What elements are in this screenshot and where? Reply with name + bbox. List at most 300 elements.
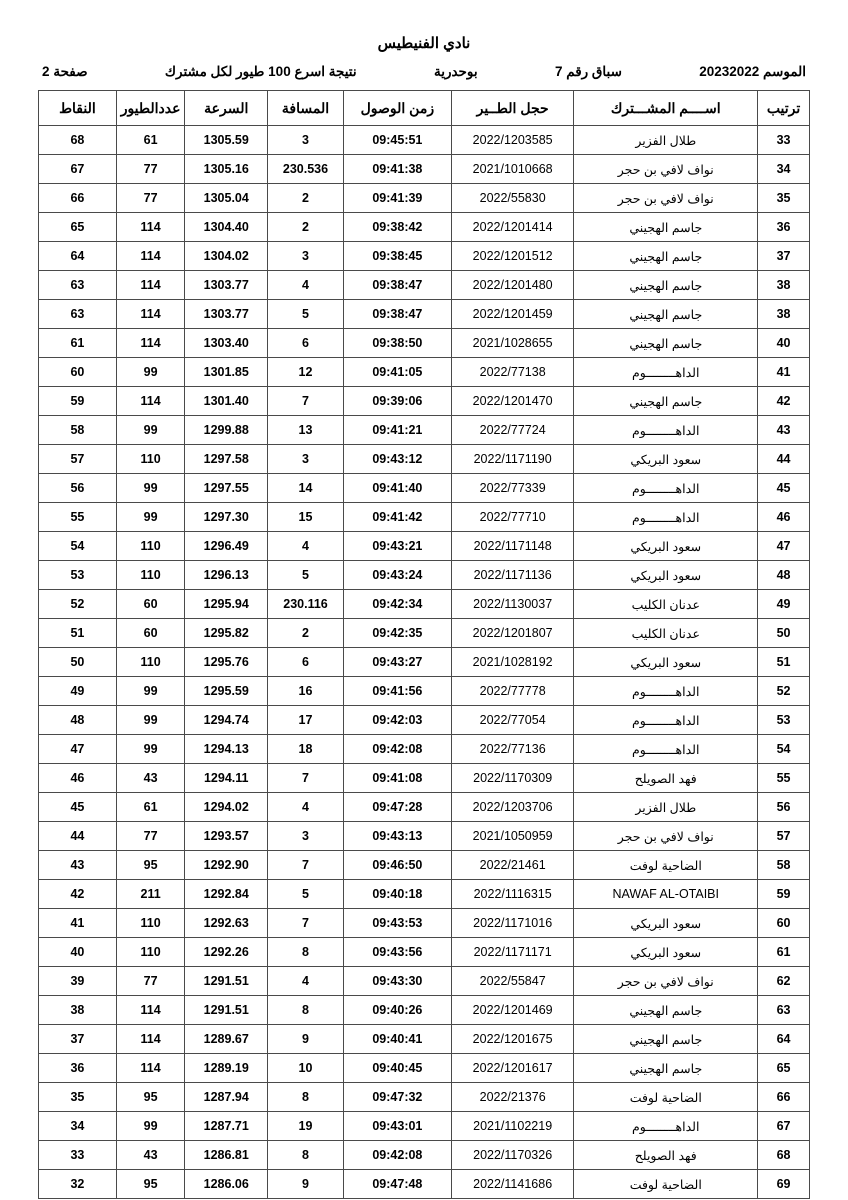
cell-speed: 1304.40 xyxy=(185,213,268,242)
cell-time: 09:38:47 xyxy=(343,271,451,300)
cell-speed: 1294.13 xyxy=(185,735,268,764)
cell-rank: 36 xyxy=(758,213,810,242)
cell-time: 09:43:56 xyxy=(343,938,451,967)
cell-speed: 1296.49 xyxy=(185,532,268,561)
cell-ring: 2022/1201807 xyxy=(451,619,573,648)
cell-ring: 2022/1201470 xyxy=(451,387,573,416)
cell-distance: 19 xyxy=(268,1112,344,1141)
cell-points: 36 xyxy=(39,1054,117,1083)
cell-speed: 1301.40 xyxy=(185,387,268,416)
cell-points: 40 xyxy=(39,938,117,967)
cell-ring: 2022/1171190 xyxy=(451,445,573,474)
cell-distance: 13 xyxy=(268,416,344,445)
cell-speed: 1297.30 xyxy=(185,503,268,532)
cell-speed: 1294.02 xyxy=(185,793,268,822)
season-value: 20232022 xyxy=(699,64,760,79)
cell-rank: 53 xyxy=(758,706,810,735)
cell-time: 09:42:08 xyxy=(343,1141,451,1170)
cell-distance: 8 xyxy=(268,1083,344,1112)
cell-time: 09:38:50 xyxy=(343,329,451,358)
column-header-birds: عددالطيور xyxy=(116,91,184,126)
cell-ring: 2022/1170326 xyxy=(451,1141,573,1170)
cell-time: 09:43:21 xyxy=(343,532,451,561)
cell-time: 09:47:32 xyxy=(343,1083,451,1112)
cell-ring: 2022/1201469 xyxy=(451,996,573,1025)
cell-rank: 37 xyxy=(758,242,810,271)
table-row xyxy=(39,1112,810,1141)
cell-owner: نواف لافي بن حجر xyxy=(574,184,758,213)
cell-points: 43 xyxy=(39,851,117,880)
cell-speed: 1297.55 xyxy=(185,474,268,503)
cell-owner: الداهــــــــوم xyxy=(574,677,758,706)
cell-birds: 99 xyxy=(116,474,184,503)
page-label: صفحة xyxy=(53,64,88,79)
race-label: سباق رقم xyxy=(566,64,622,79)
cell-birds: 77 xyxy=(116,967,184,996)
cell-time: 09:41:42 xyxy=(343,503,451,532)
cell-birds: 110 xyxy=(116,445,184,474)
cell-rank: 58 xyxy=(758,851,810,880)
cell-points: 63 xyxy=(39,271,117,300)
cell-distance: 230.536 xyxy=(268,155,344,184)
cell-points: 51 xyxy=(39,619,117,648)
cell-speed: 1303.77 xyxy=(185,300,268,329)
cell-distance: 14 xyxy=(268,474,344,503)
cell-rank: 38 xyxy=(758,300,810,329)
cell-rank: 48 xyxy=(758,561,810,590)
cell-owner: الداهــــــــوم xyxy=(574,474,758,503)
cell-speed: 1292.84 xyxy=(185,880,268,909)
column-header-owner: اســــم المشـــترك xyxy=(574,91,758,126)
cell-rank: 52 xyxy=(758,677,810,706)
cell-owner: الضاحية لوفت xyxy=(574,1170,758,1199)
cell-rank: 45 xyxy=(758,474,810,503)
cell-distance: 10 xyxy=(268,1054,344,1083)
table-row xyxy=(39,329,810,358)
cell-rank: 40 xyxy=(758,329,810,358)
cell-birds: 60 xyxy=(116,619,184,648)
table-row xyxy=(39,590,810,619)
cell-ring: 2022/77054 xyxy=(451,706,573,735)
cell-rank: 67 xyxy=(758,1112,810,1141)
cell-owner: جاسم الهجيني xyxy=(574,996,758,1025)
cell-points: 35 xyxy=(39,1083,117,1112)
cell-time: 09:40:18 xyxy=(343,880,451,909)
cell-birds: 114 xyxy=(116,387,184,416)
cell-points: 60 xyxy=(39,358,117,387)
table-row xyxy=(39,1141,810,1170)
cell-birds: 95 xyxy=(116,1170,184,1199)
cell-speed: 1305.16 xyxy=(185,155,268,184)
cell-speed: 1303.40 xyxy=(185,329,268,358)
table-row xyxy=(39,126,810,155)
cell-distance: 3 xyxy=(268,242,344,271)
table-row xyxy=(39,793,810,822)
cell-points: 44 xyxy=(39,822,117,851)
table-row xyxy=(39,358,810,387)
cell-ring: 2022/1116315 xyxy=(451,880,573,909)
cell-points: 66 xyxy=(39,184,117,213)
column-header-speed: السرعة xyxy=(185,91,268,126)
result-value: 100 xyxy=(268,64,291,79)
cell-ring: 2021/1010668 xyxy=(451,155,573,184)
cell-distance: 7 xyxy=(268,909,344,938)
cell-ring: 2021/1102219 xyxy=(451,1112,573,1141)
cell-rank: 51 xyxy=(758,648,810,677)
cell-rank: 68 xyxy=(758,1141,810,1170)
cell-owner: NAWAF AL-OTAIBI xyxy=(574,880,758,909)
cell-owner: عدنان الكليب xyxy=(574,619,758,648)
cell-points: 67 xyxy=(39,155,117,184)
cell-speed: 1304.02 xyxy=(185,242,268,271)
cell-points: 63 xyxy=(39,300,117,329)
cell-ring: 2022/77339 xyxy=(451,474,573,503)
cell-rank: 41 xyxy=(758,358,810,387)
cell-owner: نواف لافي بن حجر xyxy=(574,967,758,996)
cell-speed: 1287.71 xyxy=(185,1112,268,1141)
cell-distance: 12 xyxy=(268,358,344,387)
cell-birds: 99 xyxy=(116,503,184,532)
table-row xyxy=(39,822,810,851)
cell-birds: 114 xyxy=(116,213,184,242)
cell-rank: 43 xyxy=(758,416,810,445)
cell-owner: الداهــــــــوم xyxy=(574,416,758,445)
table-row xyxy=(39,213,810,242)
cell-owner: سعود البريكي xyxy=(574,648,758,677)
cell-speed: 1289.19 xyxy=(185,1054,268,1083)
cell-time: 09:43:24 xyxy=(343,561,451,590)
results-table xyxy=(38,90,810,1199)
cell-speed: 1297.58 xyxy=(185,445,268,474)
cell-time: 09:42:34 xyxy=(343,590,451,619)
column-header-ring: حجل الطــير xyxy=(451,91,573,126)
cell-time: 09:47:28 xyxy=(343,793,451,822)
cell-time: 09:41:38 xyxy=(343,155,451,184)
cell-birds: 114 xyxy=(116,329,184,358)
cell-time: 09:47:48 xyxy=(343,1170,451,1199)
cell-points: 68 xyxy=(39,126,117,155)
table-row xyxy=(39,242,810,271)
cell-distance: 5 xyxy=(268,561,344,590)
cell-rank: 50 xyxy=(758,619,810,648)
table-row xyxy=(39,764,810,793)
cell-rank: 61 xyxy=(758,938,810,967)
cell-owner: الضاحية لوفت xyxy=(574,1083,758,1112)
cell-points: 39 xyxy=(39,967,117,996)
cell-speed: 1305.59 xyxy=(185,126,268,155)
cell-time: 09:43:27 xyxy=(343,648,451,677)
cell-time: 09:43:30 xyxy=(343,967,451,996)
table-row xyxy=(39,619,810,648)
cell-ring: 2022/77710 xyxy=(451,503,573,532)
table-row xyxy=(39,1170,810,1199)
cell-points: 58 xyxy=(39,416,117,445)
cell-rank: 57 xyxy=(758,822,810,851)
cell-birds: 95 xyxy=(116,1083,184,1112)
cell-owner: الداهــــــــوم xyxy=(574,1112,758,1141)
club-title: نادي الفنيطيس xyxy=(377,35,471,52)
cell-ring: 2022/1171171 xyxy=(451,938,573,967)
cell-rank: 35 xyxy=(758,184,810,213)
table-row xyxy=(39,967,810,996)
cell-owner: الداهــــــــوم xyxy=(574,706,758,735)
table-row xyxy=(39,1054,810,1083)
cell-points: 54 xyxy=(39,532,117,561)
cell-speed: 1289.67 xyxy=(185,1025,268,1054)
cell-points: 61 xyxy=(39,329,117,358)
cell-birds: 61 xyxy=(116,793,184,822)
cell-speed: 1292.26 xyxy=(185,938,268,967)
cell-points: 52 xyxy=(39,590,117,619)
table-row xyxy=(39,735,810,764)
cell-ring: 2022/77724 xyxy=(451,416,573,445)
cell-ring: 2022/1201480 xyxy=(451,271,573,300)
cell-ring: 2022/1171136 xyxy=(451,561,573,590)
cell-distance: 8 xyxy=(268,938,344,967)
cell-time: 09:43:12 xyxy=(343,445,451,474)
cell-ring: 2022/77138 xyxy=(451,358,573,387)
cell-time: 09:38:47 xyxy=(343,300,451,329)
cell-time: 09:43:01 xyxy=(343,1112,451,1141)
table-row xyxy=(39,880,810,909)
table-header xyxy=(39,91,810,126)
cell-rank: 47 xyxy=(758,532,810,561)
cell-distance: 2 xyxy=(268,619,344,648)
cell-speed: 1295.76 xyxy=(185,648,268,677)
cell-rank: 34 xyxy=(758,155,810,184)
cell-time: 09:40:26 xyxy=(343,996,451,1025)
cell-birds: 110 xyxy=(116,532,184,561)
cell-owner: سعود البريكي xyxy=(574,938,758,967)
race-type: بوحدرية xyxy=(433,64,478,79)
cell-distance: 4 xyxy=(268,532,344,561)
cell-points: 32 xyxy=(39,1170,117,1199)
column-header-points: النقاط xyxy=(39,91,117,126)
cell-ring: 2022/1203585 xyxy=(451,126,573,155)
cell-ring: 2022/1201617 xyxy=(451,1054,573,1083)
cell-time: 09:42:08 xyxy=(343,735,451,764)
cell-owner: فهد الصويلح xyxy=(574,1141,758,1170)
cell-owner: جاسم الهجيني xyxy=(574,1054,758,1083)
cell-birds: 77 xyxy=(116,822,184,851)
cell-points: 45 xyxy=(39,793,117,822)
cell-speed: 1291.51 xyxy=(185,967,268,996)
cell-time: 09:46:50 xyxy=(343,851,451,880)
table-row xyxy=(39,561,810,590)
cell-owner: سعود البريكي xyxy=(574,532,758,561)
cell-birds: 211 xyxy=(116,880,184,909)
cell-rank: 49 xyxy=(758,590,810,619)
cell-ring: 2022/1130037 xyxy=(451,590,573,619)
cell-speed: 1299.88 xyxy=(185,416,268,445)
cell-time: 09:40:45 xyxy=(343,1054,451,1083)
cell-ring: 2022/1201459 xyxy=(451,300,573,329)
cell-distance: 2 xyxy=(268,213,344,242)
cell-time: 09:43:13 xyxy=(343,822,451,851)
table-row xyxy=(39,532,810,561)
cell-time: 09:42:35 xyxy=(343,619,451,648)
cell-distance: 3 xyxy=(268,126,344,155)
cell-distance: 230.116 xyxy=(268,590,344,619)
cell-speed: 1295.59 xyxy=(185,677,268,706)
cell-distance: 9 xyxy=(268,1170,344,1199)
table-row xyxy=(39,1025,810,1054)
cell-birds: 110 xyxy=(116,648,184,677)
cell-owner: جاسم الهجيني xyxy=(574,242,758,271)
cell-rank: 54 xyxy=(758,735,810,764)
cell-birds: 43 xyxy=(116,1141,184,1170)
cell-owner: الضاحية لوفت xyxy=(574,851,758,880)
cell-time: 09:42:03 xyxy=(343,706,451,735)
result-label: نتيجة اسرع xyxy=(294,64,357,79)
cell-points: 64 xyxy=(39,242,117,271)
race-value: 7 xyxy=(554,64,563,79)
cell-points: 37 xyxy=(39,1025,117,1054)
cell-ring: 2022/1203706 xyxy=(451,793,573,822)
cell-owner: طلال الفزير xyxy=(574,793,758,822)
cell-distance: 18 xyxy=(268,735,344,764)
cell-owner: نواف لافي بن حجر xyxy=(574,155,758,184)
cell-birds: 114 xyxy=(116,271,184,300)
cell-distance: 17 xyxy=(268,706,344,735)
cell-time: 09:40:41 xyxy=(343,1025,451,1054)
table-row xyxy=(39,677,810,706)
cell-time: 09:45:51 xyxy=(343,126,451,155)
cell-time: 09:38:45 xyxy=(343,242,451,271)
cell-rank: 62 xyxy=(758,967,810,996)
column-header-time: زمن الوصول xyxy=(343,91,451,126)
cell-speed: 1294.74 xyxy=(185,706,268,735)
cell-birds: 77 xyxy=(116,184,184,213)
cell-points: 65 xyxy=(39,213,117,242)
cell-distance: 9 xyxy=(268,1025,344,1054)
cell-distance: 2 xyxy=(268,184,344,213)
cell-owner: سعود البريكي xyxy=(574,561,758,590)
table-row xyxy=(39,387,810,416)
cell-owner: سعود البريكي xyxy=(574,909,758,938)
table-row xyxy=(39,503,810,532)
table-row xyxy=(39,445,810,474)
cell-birds: 110 xyxy=(116,938,184,967)
cell-points: 49 xyxy=(39,677,117,706)
cell-rank: 69 xyxy=(758,1170,810,1199)
cell-time: 09:41:21 xyxy=(343,416,451,445)
page-value: 2 xyxy=(42,64,50,79)
cell-distance: 3 xyxy=(268,822,344,851)
cell-speed: 1293.57 xyxy=(185,822,268,851)
cell-birds: 114 xyxy=(116,1025,184,1054)
table-body xyxy=(39,126,810,1199)
cell-birds: 99 xyxy=(116,416,184,445)
cell-birds: 114 xyxy=(116,242,184,271)
cell-points: 42 xyxy=(39,880,117,909)
race-meta-row xyxy=(38,64,810,80)
cell-speed: 1295.82 xyxy=(185,619,268,648)
cell-rank: 66 xyxy=(758,1083,810,1112)
cell-rank: 65 xyxy=(758,1054,810,1083)
cell-rank: 46 xyxy=(758,503,810,532)
cell-birds: 61 xyxy=(116,126,184,155)
cell-owner: نواف لافي بن حجر xyxy=(574,822,758,851)
table-row xyxy=(39,155,810,184)
cell-time: 09:39:06 xyxy=(343,387,451,416)
cell-birds: 99 xyxy=(116,358,184,387)
cell-rank: 64 xyxy=(758,1025,810,1054)
cell-birds: 43 xyxy=(116,764,184,793)
cell-time: 09:43:53 xyxy=(343,909,451,938)
table-row xyxy=(39,648,810,677)
cell-owner: الداهــــــــوم xyxy=(574,358,758,387)
cell-ring: 2022/77136 xyxy=(451,735,573,764)
cell-ring: 2022/1201675 xyxy=(451,1025,573,1054)
cell-rank: 60 xyxy=(758,909,810,938)
race-number-field xyxy=(555,64,622,80)
cell-birds: 114 xyxy=(116,300,184,329)
cell-rank: 59 xyxy=(758,880,810,909)
table-row xyxy=(39,706,810,735)
cell-distance: 4 xyxy=(268,793,344,822)
cell-time: 09:41:40 xyxy=(343,474,451,503)
cell-distance: 5 xyxy=(268,300,344,329)
cell-speed: 1294.11 xyxy=(185,764,268,793)
cell-owner: عدنان الكليب xyxy=(574,590,758,619)
cell-speed: 1296.13 xyxy=(185,561,268,590)
cell-birds: 110 xyxy=(116,561,184,590)
cell-ring: 2022/1171148 xyxy=(451,532,573,561)
cell-time: 09:41:08 xyxy=(343,764,451,793)
season-field xyxy=(699,64,806,80)
cell-owner: جاسم الهجيني xyxy=(574,1025,758,1054)
cell-ring: 2022/21461 xyxy=(451,851,573,880)
cell-points: 55 xyxy=(39,503,117,532)
cell-owner: جاسم الهجيني xyxy=(574,213,758,242)
cell-speed: 1287.94 xyxy=(185,1083,268,1112)
cell-speed: 1303.77 xyxy=(185,271,268,300)
cell-speed: 1295.94 xyxy=(185,590,268,619)
cell-points: 50 xyxy=(39,648,117,677)
cell-speed: 1292.90 xyxy=(185,851,268,880)
cell-distance: 8 xyxy=(268,996,344,1025)
page-field xyxy=(42,64,88,80)
cell-points: 59 xyxy=(39,387,117,416)
cell-rank: 33 xyxy=(758,126,810,155)
cell-speed: 1286.81 xyxy=(185,1141,268,1170)
cell-time: 09:41:05 xyxy=(343,358,451,387)
table-row xyxy=(39,851,810,880)
cell-ring: 2021/1028655 xyxy=(451,329,573,358)
cell-rank: 56 xyxy=(758,793,810,822)
result-field xyxy=(165,64,357,80)
result-suffix: طيور لكل مشترك xyxy=(164,64,265,79)
cell-birds: 99 xyxy=(116,706,184,735)
cell-rank: 44 xyxy=(758,445,810,474)
cell-points: 38 xyxy=(39,996,117,1025)
cell-rank: 42 xyxy=(758,387,810,416)
cell-time: 09:41:56 xyxy=(343,677,451,706)
table-row xyxy=(39,184,810,213)
table-row xyxy=(39,996,810,1025)
cell-birds: 95 xyxy=(116,851,184,880)
cell-distance: 3 xyxy=(268,445,344,474)
cell-speed: 1286.06 xyxy=(185,1170,268,1199)
cell-ring: 2022/55830 xyxy=(451,184,573,213)
table-row xyxy=(39,1083,810,1112)
cell-ring: 2021/1028192 xyxy=(451,648,573,677)
cell-points: 34 xyxy=(39,1112,117,1141)
cell-owner: طلال الفزير xyxy=(574,126,758,155)
cell-points: 53 xyxy=(39,561,117,590)
cell-points: 57 xyxy=(39,445,117,474)
